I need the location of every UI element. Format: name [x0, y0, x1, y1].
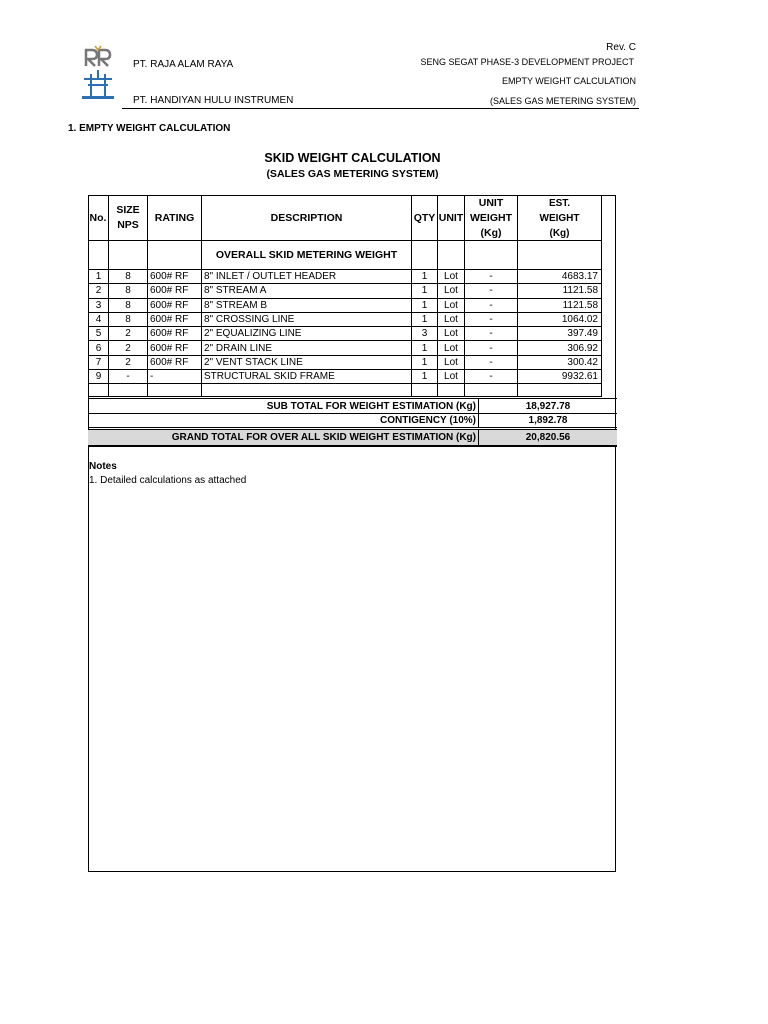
grand-total-value: 20,820.56: [479, 430, 617, 446]
row-est-weight: 1121.58: [518, 284, 602, 298]
project-name: SENG SEGAT PHASE-3 DEVELOPMENT PROJECT: [420, 57, 634, 67]
group-cell-blank: [88, 241, 109, 270]
company-name-secondary: PT. HANDIYAN HULU INSTRUMEN: [133, 95, 294, 106]
blank-cell: [518, 384, 602, 397]
group-cell-blank: [412, 241, 438, 270]
row-est-weight: 4683.17: [518, 270, 602, 284]
row-unit-weight: -: [465, 370, 518, 384]
row-unit: Lot: [438, 370, 465, 384]
row-qty: 1: [412, 284, 438, 298]
row-est-weight: 9932.61: [518, 370, 602, 384]
row-rating: 600# RF: [148, 313, 202, 327]
row-qty: 1: [412, 299, 438, 313]
group-cell-blank: [518, 241, 602, 270]
row-no: 9: [88, 370, 109, 384]
grand-total-row: [88, 429, 617, 447]
row-no: 2: [88, 284, 109, 298]
row-unit-weight: -: [465, 341, 518, 355]
row-size: 2: [109, 341, 148, 355]
row-qty: 3: [412, 327, 438, 341]
row-rating: 600# RF: [148, 341, 202, 355]
row-no: 7: [88, 356, 109, 370]
row-est-weight: 397.49: [518, 327, 602, 341]
company-logo: [78, 44, 118, 106]
row-rating: -: [148, 370, 202, 384]
row-no: 6: [88, 341, 109, 355]
row-qty: 1: [412, 341, 438, 355]
group-cell-blank: [465, 241, 518, 270]
revision-label: Rev. C: [606, 42, 636, 53]
row-size: 8: [109, 270, 148, 284]
col-header-rating: RATING: [148, 195, 202, 241]
row-description: 8" STREAM A: [202, 284, 412, 298]
row-unit: Lot: [438, 313, 465, 327]
notes-heading: Notes: [89, 461, 117, 472]
row-unit-weight: -: [465, 356, 518, 370]
row-qty: 1: [412, 356, 438, 370]
contingency-value: 1,892.78: [479, 414, 617, 428]
row-unit-weight: -: [465, 284, 518, 298]
row-unit: Lot: [438, 356, 465, 370]
row-size: 2: [109, 327, 148, 341]
group-label: OVERALL SKID METERING WEIGHT: [202, 241, 412, 270]
note-item: 1. Detailed calculations as attached: [89, 475, 247, 486]
row-unit: Lot: [438, 341, 465, 355]
group-cell-blank: [109, 241, 148, 270]
row-rating: 600# RF: [148, 284, 202, 298]
row-description: 8" CROSSING LINE: [202, 313, 412, 327]
row-description: 2" EQUALIZING LINE: [202, 327, 412, 341]
blank-cell: [109, 384, 148, 397]
row-est-weight: 300.42: [518, 356, 602, 370]
blank-cell: [88, 384, 109, 397]
row-qty: 1: [412, 370, 438, 384]
col-header-est-weight: EST. WEIGHT (Kg): [518, 195, 602, 241]
row-rating: 600# RF: [148, 327, 202, 341]
row-qty: 1: [412, 270, 438, 284]
subtotal-row: [88, 398, 617, 414]
row-rating: 600# RF: [148, 299, 202, 313]
group-cell-blank: [438, 241, 465, 270]
group-cell-blank: [148, 241, 202, 270]
grand-total-label: GRAND TOTAL FOR OVER ALL SKID WEIGHT ESTIMATION (Kg): [88, 430, 479, 446]
row-size: 8: [109, 313, 148, 327]
row-size: 8: [109, 284, 148, 298]
row-no: 4: [88, 313, 109, 327]
row-description: 2" VENT STACK LINE: [202, 356, 412, 370]
row-unit-weight: -: [465, 299, 518, 313]
row-est-weight: 1121.58: [518, 299, 602, 313]
contingency-row: [88, 414, 617, 428]
row-rating: 600# RF: [148, 270, 202, 284]
row-no: 5: [88, 327, 109, 341]
col-header-no: No.: [88, 195, 109, 241]
subtotal-label: SUB TOTAL FOR WEIGHT ESTIMATION (Kg): [88, 399, 479, 414]
row-est-weight: 306.92: [518, 341, 602, 355]
row-size: 8: [109, 299, 148, 313]
section-title: 1. EMPTY WEIGHT CALCULATION: [68, 123, 231, 134]
row-description: STRUCTURAL SKID FRAME: [202, 370, 412, 384]
row-unit: Lot: [438, 327, 465, 341]
calculation-title: EMPTY WEIGHT CALCULATION: [501, 76, 636, 86]
blank-cell: [202, 384, 412, 397]
row-size: -: [109, 370, 148, 384]
col-header-unit-weight: UNIT WEIGHT (Kg): [465, 195, 518, 241]
blank-cell: [412, 384, 438, 397]
row-no: 1: [88, 270, 109, 284]
row-description: 8" STREAM B: [202, 299, 412, 313]
contingency-label: CONTIGENCY (10%): [88, 414, 479, 428]
blank-cell: [148, 384, 202, 397]
col-header-unit: UNIT: [438, 195, 465, 241]
col-header-qty: QTY: [412, 195, 438, 241]
row-size: 2: [109, 356, 148, 370]
row-est-weight: 1064.02: [518, 313, 602, 327]
row-no: 3: [88, 299, 109, 313]
header-divider: [122, 108, 639, 109]
row-description: 2" DRAIN LINE: [202, 341, 412, 355]
row-unit: Lot: [438, 299, 465, 313]
system-name: (SALES GAS METERING SYSTEM): [489, 96, 636, 106]
company-name-primary: PT. RAJA ALAM RAYA: [133, 59, 234, 70]
row-description: 8" INLET / OUTLET HEADER: [202, 270, 412, 284]
row-unit-weight: -: [465, 313, 518, 327]
row-unit-weight: -: [465, 327, 518, 341]
weight-table: [88, 195, 617, 397]
subtotal-value: 18,927.78: [479, 399, 617, 414]
document-title: SKID WEIGHT CALCULATION: [264, 151, 441, 165]
row-qty: 1: [412, 313, 438, 327]
row-unit: Lot: [438, 284, 465, 298]
document-subtitle: (SALES GAS METERING SYSTEM): [266, 168, 439, 180]
col-header-size: SIZE NPS: [109, 195, 148, 241]
col-header-description: DESCRIPTION: [202, 195, 412, 241]
blank-cell: [438, 384, 465, 397]
blank-cell: [465, 384, 518, 397]
row-unit: Lot: [438, 270, 465, 284]
row-unit-weight: -: [465, 270, 518, 284]
row-rating: 600# RF: [148, 356, 202, 370]
